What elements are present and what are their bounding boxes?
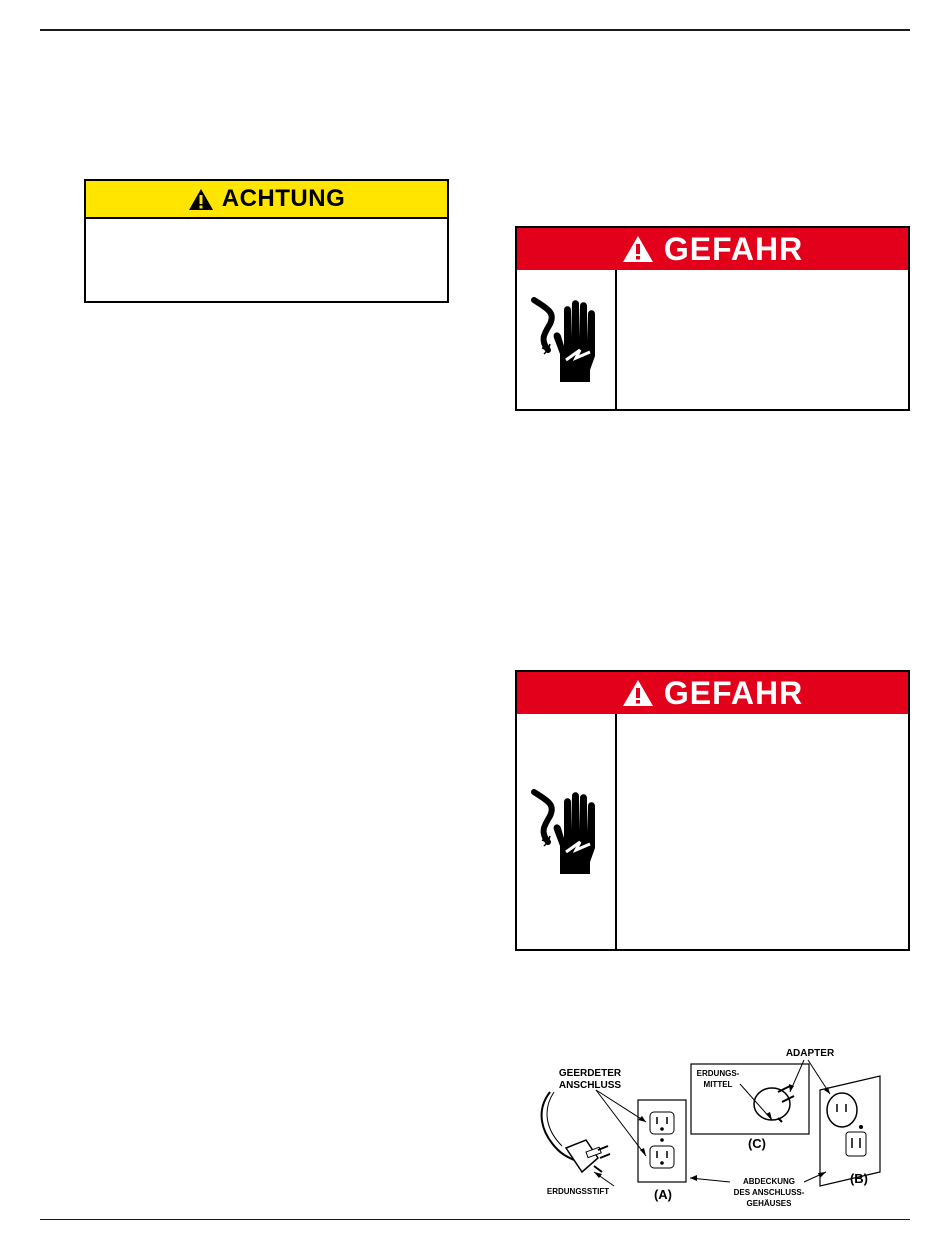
caution-box (84, 179, 449, 303)
grounding-pin-label: ERDUNGSSTIFT (546, 1187, 610, 1196)
bottom-rule (40, 1219, 910, 1220)
grounding-means-line1: ERDUNGS- (696, 1069, 740, 1078)
grounding-diagram (528, 1040, 898, 1215)
label-b: (B) (849, 1171, 869, 1186)
cover-label (724, 1176, 814, 1209)
label-a: (A) (653, 1187, 673, 1202)
warning-triangle-icon (188, 188, 214, 211)
electric-shock-hand-icon (526, 786, 606, 878)
grounded-outlet-line2: ANSCHLUSS (558, 1080, 622, 1091)
danger-title-2: GEFAHR (663, 674, 804, 711)
danger-title-1: GEFAHR (663, 230, 804, 267)
grounding-means-line2: MITTEL (703, 1080, 733, 1089)
danger-box-2 (515, 670, 910, 951)
grounded-outlet-label (550, 1068, 630, 1092)
warning-triangle-icon (622, 235, 654, 263)
electric-shock-hand-icon (526, 294, 606, 386)
warning-triangle-icon (622, 679, 654, 707)
electric-shock-icon-cell (517, 270, 617, 409)
grounded-outlet-line1: GEERDETER (558, 1068, 622, 1079)
cover-line3: GEHÄUSES (746, 1199, 792, 1208)
danger-box-1 (515, 226, 910, 411)
caution-header (86, 181, 447, 219)
adapter-label: ADAPTER (785, 1048, 835, 1059)
grounding-means-label (694, 1068, 742, 1090)
danger-header-2 (517, 672, 908, 714)
danger-header-1 (517, 228, 908, 270)
top-rule (40, 29, 910, 31)
caution-title: ACHTUNG (221, 185, 346, 212)
cover-line1: ABDECKUNG (743, 1177, 795, 1186)
cover-line2: DES ANSCHLUSS- (733, 1188, 805, 1197)
label-c: (C) (747, 1136, 767, 1151)
electric-shock-icon-cell (517, 714, 617, 949)
